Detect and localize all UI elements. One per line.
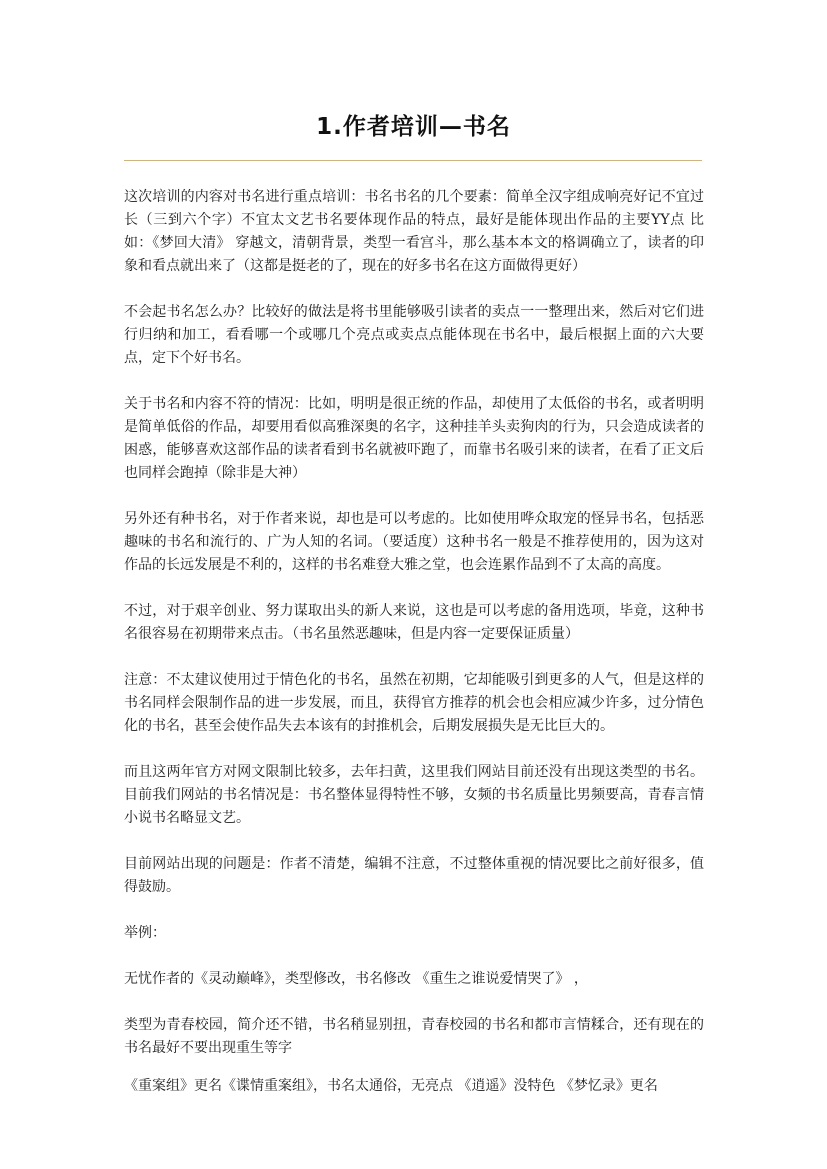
paragraph-official-limits: 而且这两年官方对网文限制比较多，去年扫黄，这里我们网站目前还没有出现这类型的书名。目前我们网站的书名情况是：书名整体显得特性不够，女频的书名质量比男频要高，青春言情小说书名略显文艺。 (124, 764, 704, 826)
paragraph-example-2: 类型为青春校园，简介还不错，书名稍显别扭，青春校园的书名和都市言情糅合，还有现在的书名最好不要出现重生等字 (124, 1017, 704, 1056)
paragraph-example-1: 无忧作者的《灵动巅峰》，类型修改，书名修改 《重生之谁说爱情哭了》 ， (124, 971, 588, 987)
document-body (124, 186, 704, 1121)
page-title: 1.作者培训—书名 (316, 114, 511, 140)
paragraph-how-to-name: 不会起书名怎么办？比较好的做法是将书里能够吸引读者的卖点一一整理出来，然后对它们进行归纳和加工，看看哪一个或哪几个亮点或卖点点能体现在书名中，最后根据上面的六大要点，定下个好书名。 (124, 304, 704, 366)
paragraph-quirky-titles: 另外还有种书名，对于作者来说，却也是可以考虑的。比如使用哗众取宠的怪异书名，包括恶趣味的书名和流行的、广为人知的名词。（要适度）这种书名一般是不推荐使用的，因为这对作品的长远发展是不利的，这样的书名难登大雅之堂，也会连累作品到不了太高的高度。 (124, 511, 704, 573)
title-divider (124, 160, 702, 161)
paragraph-newcomers: 不过，对于艰辛创业、努力谋取出头的新人来说，这也是可以考虑的备用选项，毕竟，这种书名很容易在初期带来点击。（书名虽然恶趣味，但是内容一定要保证质量） (124, 603, 704, 642)
paragraph-caution: 注意：不太建议使用过于情色化的书名，虽然在初期，它却能吸引到更多的人气，但是这样的书名同样会限制作品的进一步发展，而且，获得官方推荐的机会也会相应减少许多，过分情色化的书名，甚至会使作品失去本该有的封推机会，后期发展损失是无比巨大的。 (124, 672, 704, 734)
paragraph-problems: 目前网站出现的问题是：作者不清楚，编辑不注意，不过整体重视的情况要比之前好很多，值得鼓励。 (124, 856, 704, 895)
paragraph-examples-heading: 举例： (124, 925, 166, 941)
paragraph-mismatch: 关于书名和内容不符的情况：比如，明明是很正统的作品，却使用了太低俗的书名，或者明明是简单低俗的作品，却要用看似高雅深奥的名字，这种挂羊头卖狗肉的行为，只会造成读者的困惑，能够喜欢这部作品的读者看到书名就被吓跑了，而靠书名吸引来的读者，在看了正文后也同样会跑掉（除非是大神） (124, 396, 704, 481)
paragraph-example-3: 《重案组》更名《谍情重案组》，书名太通俗，无亮点 《逍遥》没特色 《梦忆录》更名 (124, 1078, 658, 1094)
paragraph-intro: 这次培训的内容对书名进行重点培训：书名书名的几个要素：简单全汉字组成响亮好记不宜过长（三到六个字）不宜太文艺书名要体现作品的特点，最好是能体现出作品的主要YY点 比如：《梦回大清》 穿越文，清朝背景，类型一看宫斗，那么基本本文的格调确立了，读者的印象和看点就出来了（这都是挺老的了，现在的好多书名在这方面做得更好） (124, 189, 704, 274)
